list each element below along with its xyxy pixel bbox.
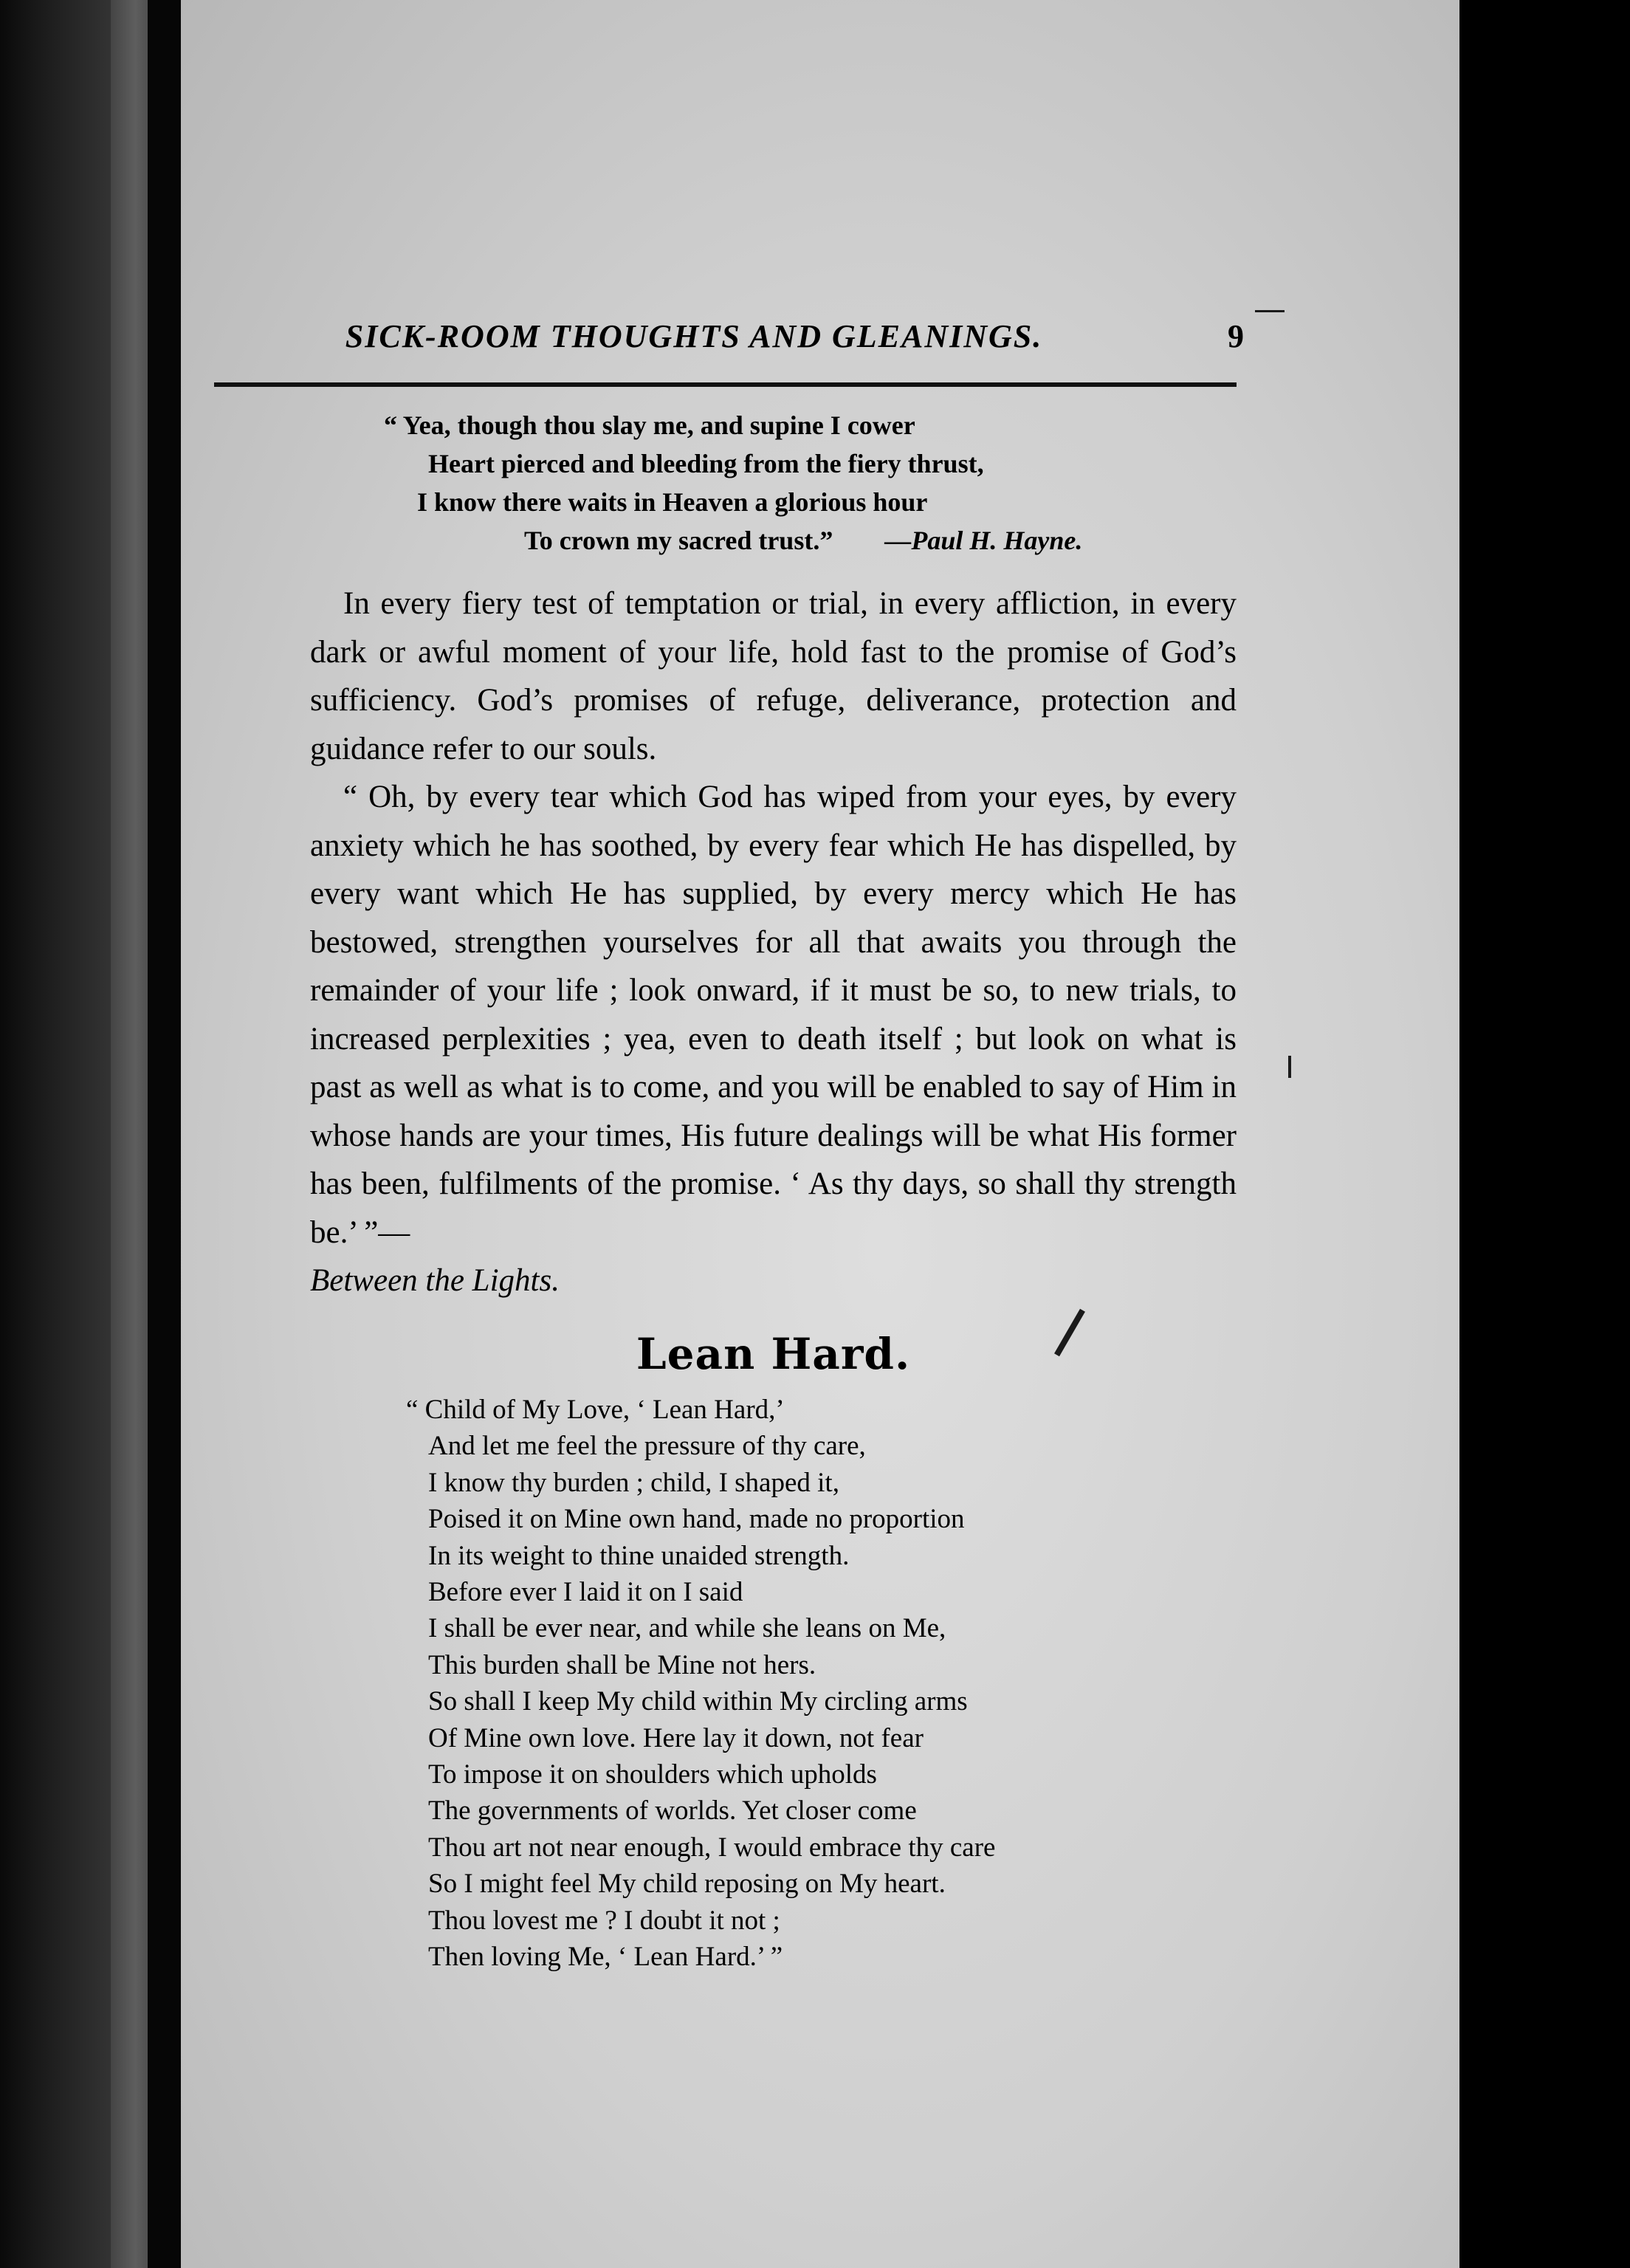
poem-line: “ Child of My Love, ‘ Lean Hard,’ [406,1395,785,1425]
ink-speck [1255,310,1285,312]
poem-line: And let me feel the pressure of thy care, [428,1431,866,1462]
poem-line: Then loving Me, ‘ Lean Hard.’ ” [428,1942,783,1973]
poem-line: Poised it on Mine own hand, made no proportion [428,1504,965,1535]
poem-line: Of Mine own love. Here lay it down, not fear [428,1722,924,1753]
section-title: Lean Hard. [636,1329,911,1379]
poem-line: To impose it on shoulders which upholds [428,1759,877,1790]
body-text [310,580,1237,1305]
poem-line: This burden shall be Mine not hers. [428,1649,816,1680]
paragraph [310,773,1237,1305]
running-head: SICK-ROOM THOUGHTS AND GLEANINGS. [345,318,1043,354]
poem-line: To crown my sacred trust.” [524,526,833,555]
poem-attribution: —Paul H. Hayne. [884,526,1083,555]
scan-border-right [1459,0,1630,2268]
poem-line-with-attribution [384,521,1270,560]
poem-line: So shall I keep My child within My circling arms [428,1686,968,1717]
poem-line: Thou art not near enough, I would embrace thy care [428,1832,996,1863]
spine-shadow [148,0,181,2268]
page-number: 9 [1228,318,1244,354]
poem-line: Thou lovest me ? I doubt it not ; [428,1905,780,1936]
quotation: “ Oh, by every tear which God has wiped from your eyes, by every anxiety which he has soothed, by every fear which He has dispelled, by every want which He has supplied, by every mercy which He has bestowed, strengthen yourselves for all that awaits you through the remainder of your life ; look onward, if it must be so, to new trials, to increased perplexities ; yea, even to death itself ; but look on what is past as well as what is to come, and you will be enabled to say of Him in whose hands are your times, His future dealings will be what His former has been, fulfilments of the promise. ‘ As thy days, so shall thy strength be.’ ”— [310,780,1237,1250]
scan-border-left [0,0,111,2268]
poem-line: I know there waits in Heaven a glorious hour [417,487,928,517]
poem-line: “ Yea, though thou slay me, and supine I cower [384,410,915,440]
poem-line: So I might feel My child reposing on My heart. [428,1869,946,1900]
lean-hard-poem [406,1392,1255,1976]
page-header [233,317,1244,369]
ink-speck [1288,1056,1291,1078]
poem-line: Before ever I laid it on I said [428,1577,743,1608]
quotation-source: Between the Lights. [310,1263,560,1298]
header-rule [214,382,1237,387]
poem-line: The governments of worlds. Yet closer come [428,1796,917,1827]
paragraph: In every fiery test of temptation or trial, in every affliction, in every dark or awful moment of your life, hold fast to the promise of God’s sufficiency. God’s promises of refuge, deliverance, protection and guidance refer to our souls. [310,586,1237,766]
poem-line: Heart pierced and bleeding from the fiery thrust, [428,449,984,478]
opening-poem [384,406,1270,560]
poem-line: In its weight to thine unaided strength. [428,1540,850,1571]
poem-line: I shall be ever near, and while she leans on Me, [428,1613,946,1644]
poem-line: I know thy burden ; child, I shaped it, [428,1467,839,1498]
